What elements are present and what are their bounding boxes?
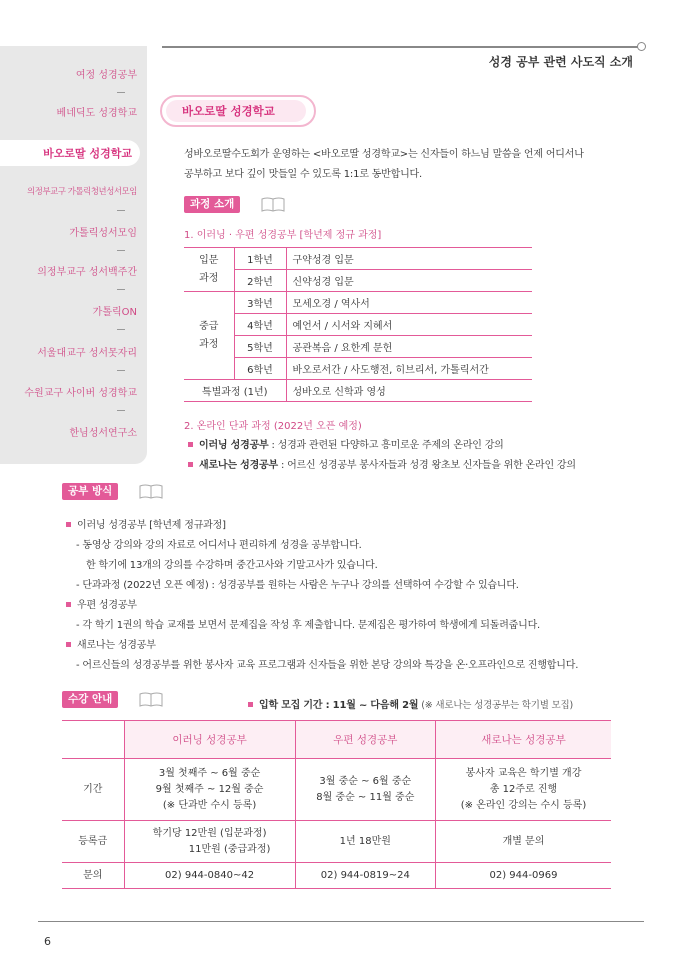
page-number: 6 (44, 935, 51, 948)
course-heading-online: 2. 온라인 단과 과정 (2022년 오픈 예정) (184, 421, 362, 432)
cell-line: (※ 단과반 수시 등록) (162, 799, 257, 811)
square-bullet-icon (66, 642, 71, 647)
square-bullet-icon (66, 522, 71, 527)
group-name-line: 과정 (199, 272, 219, 284)
grade-cell: 2학년 (234, 270, 286, 292)
table-row (62, 759, 611, 821)
sidebar-divider (117, 289, 125, 290)
intro-line-2: 공부하고 보다 깊이 맛들일 수 있도록 1:1로 동반합니다. (184, 169, 422, 180)
period-cell (295, 759, 435, 821)
contact-cell: 02) 944-0969 (435, 863, 611, 889)
header-rule (162, 46, 638, 48)
method-detail: - 동영상 강의와 강의 자료로 어디서나 편리하게 성경을 공부합니다. (76, 540, 362, 551)
row-label: 등록금 (62, 821, 124, 863)
method-detail: - 어르신들의 성경공부를 위한 봉사자 교육 프로그램과 신자들을 위한 본당 강의와 특강을 온·오프라인으로 진행합니다. (76, 660, 579, 671)
method-line-text: 우편 성경공부 (77, 600, 137, 611)
content-cell: 예언서 / 시서와 지혜서 (286, 314, 532, 336)
sidebar-divider (117, 250, 125, 251)
content-cell: 성바오로 신학과 영성 (286, 380, 532, 402)
table-row (184, 380, 532, 402)
online-course-bullet (188, 436, 504, 451)
row-label: 기간 (62, 759, 124, 821)
section-badge-label: 과정 소개 (184, 196, 240, 213)
open-book-icon (260, 196, 286, 213)
sidebar-item-catholic-on[interactable]: 가톨릭ON (92, 307, 137, 318)
cell-line: 11만원 (중급과정) (188, 843, 271, 855)
table-row (184, 248, 532, 270)
column-header-blank (62, 721, 124, 759)
enroll-period (248, 696, 573, 711)
sidebar-item-suwon-cyber[interactable]: 수원교구 사이버 성경학교 (24, 388, 137, 399)
bullet-title: 이러닝 성경공부 (199, 440, 269, 451)
column-header-mail: 우편 성경공부 (295, 721, 435, 759)
square-bullet-icon (248, 702, 253, 707)
column-header-new: 새로나는 성경공부 (435, 721, 611, 759)
square-bullet-icon (188, 442, 193, 447)
row-label: 문의 (62, 863, 124, 889)
grade-cell: 6학년 (234, 358, 286, 380)
cell-line: 학기당 12만원 (입문과정) (152, 827, 267, 839)
sidebar-item-bible-100-weeks[interactable]: 의정부교구 성서백주간 (37, 267, 137, 278)
period-cell (435, 759, 611, 821)
tuition-cell: 개별 문의 (435, 821, 611, 863)
cell-line: 8월 중순 ~ 11월 중순 (316, 791, 415, 803)
sidebar-divider (117, 410, 125, 411)
square-bullet-icon (66, 602, 71, 607)
contact-cell: 02) 944-0840~42 (124, 863, 295, 889)
grade-cell: 4학년 (234, 314, 286, 336)
table-row (62, 863, 611, 889)
group-name-line: 중급 (199, 320, 219, 332)
open-book-icon (138, 691, 164, 708)
column-header-elearning: 이러닝 성경공부 (124, 721, 295, 759)
header-rule-end-circle (637, 42, 646, 51)
table-row (184, 292, 532, 314)
tuition-cell: 1년 18만원 (295, 821, 435, 863)
online-course-bullet (188, 456, 576, 471)
section-header-title: 성경 공부 관련 사도직 소개 (488, 55, 633, 69)
cell-line: 총 12주로 진행 (489, 783, 558, 795)
group-cell-intro (184, 248, 234, 292)
grade-cell: 3학년 (234, 292, 286, 314)
section-badge-label: 공부 방식 (62, 483, 118, 500)
method-bullet (66, 636, 156, 651)
open-book-icon (138, 483, 164, 500)
special-course-label: 특별과정 (1년) (184, 380, 286, 402)
cell-line: (※ 온라인 강의는 수시 등록) (460, 799, 587, 811)
enroll-period-note: (※ 새로나는 성경공부는 학기별 모집) (421, 700, 574, 711)
cell-line: 9월 첫째주 ~ 12월 중순 (155, 783, 264, 795)
sidebar-item-daughters-of-st-paul-active[interactable] (0, 140, 140, 166)
grade-cell: 1학년 (234, 248, 286, 270)
bullet-text: : 어르신 성경공부 봉사자들과 성경 왕초보 신자들을 위한 온라인 강의 (277, 460, 576, 471)
method-detail: - 단과과정 (2022년 오픈 예정) : 성경공부를 원하는 사람은 누구나 강의를 선택하여 수강할 수 있습니다. (76, 580, 519, 591)
section-badge-label: 수강 안내 (62, 691, 118, 708)
content-cell: 신약성경 입문 (286, 270, 532, 292)
square-bullet-icon (188, 462, 193, 467)
sidebar-item-seoul-bible-seedbed[interactable]: 서울대교구 성서못자리 (37, 348, 137, 359)
cell-line: 3월 첫째주 ~ 6월 중순 (158, 767, 261, 779)
enrollment-table (62, 720, 611, 889)
method-line-text: 이러닝 성경공부 [학년제 정규과정] (77, 520, 226, 531)
content-cell: 모세오경 / 역사서 (286, 292, 532, 314)
sidebar-divider (117, 92, 125, 93)
intro-line-1: 성바오로딸수도회가 운영하는 <바오로딸 성경학교>는 신자들이 하느님 말씀을 언제 어디서나 (184, 149, 584, 160)
content-cell: 공관복음 / 요한계 문헌 (286, 336, 532, 358)
table-row (184, 270, 532, 292)
sidebar-item-catholic-bible-group[interactable]: 가톨릭성서모임 (69, 228, 137, 239)
sidebar-divider (117, 210, 125, 211)
sidebar-item-uijeongbu-youth[interactable]: 의정부교구 가톨릭청년성서모임 (27, 186, 137, 196)
bullet-text: : 성경과 관련된 다양하고 흥미로운 주제의 온라인 강의 (268, 440, 504, 451)
table-header-row (62, 721, 611, 759)
enroll-period-label: 입학 모집 기간 : 11월 ~ 다음해 2월 (259, 700, 419, 711)
tuition-cell (124, 821, 295, 863)
method-detail: - 각 학기 1권의 학습 교재를 보면서 문제집을 작성 후 제출합니다. 문제집은 평가하여 학생에게 되돌려줍니다. (76, 620, 541, 631)
period-cell (124, 759, 295, 821)
bullet-title: 새로나는 성경공부 (199, 460, 278, 471)
table-row (184, 358, 532, 380)
group-name-line: 입문 (199, 254, 219, 266)
table-row (184, 314, 532, 336)
curriculum-table (184, 247, 532, 402)
sidebar-item-label: 바오로딸 성경학교 (43, 147, 132, 160)
page-title-pill (166, 100, 306, 122)
cell-line: 3월 중순 ~ 6월 중순 (319, 775, 412, 787)
contact-cell: 02) 944-0819~24 (295, 863, 435, 889)
content-cell: 바오로서간 / 사도행전, 히브리서, 가톨릭서간 (286, 358, 532, 380)
sidebar-item-benedict[interactable]: 베네딕도 성경학교 (56, 108, 137, 119)
sidebar-item-hannim-institute[interactable]: 한님성서연구소 (69, 428, 137, 439)
course-heading-regular: 1. 이러닝 · 우편 성경공부 [학년제 정규 과정] (184, 230, 382, 241)
group-name-line: 과정 (199, 338, 219, 350)
cell-line: 봉사자 교육은 학기별 개강 (465, 767, 582, 779)
sidebar-divider (117, 329, 125, 330)
method-bullet (66, 516, 226, 531)
grade-cell: 5학년 (234, 336, 286, 358)
table-row (62, 821, 611, 863)
page-title: 바오로딸 성경학교 (182, 104, 275, 118)
method-line-text: 새로나는 성경공부 (77, 640, 156, 651)
table-row (184, 336, 532, 358)
sidebar-nav (0, 46, 147, 464)
method-bullet (66, 596, 137, 611)
group-cell-intermediate (184, 292, 234, 380)
sidebar-item-yeojeong[interactable]: 여정 성경공부 (75, 70, 137, 81)
method-detail: 한 학기에 13개의 강의를 수강하며 중간고사와 기말고사가 있습니다. (86, 560, 378, 571)
footer-rule (38, 921, 644, 922)
content-cell: 구약성경 입문 (286, 248, 532, 270)
sidebar-divider (117, 370, 125, 371)
